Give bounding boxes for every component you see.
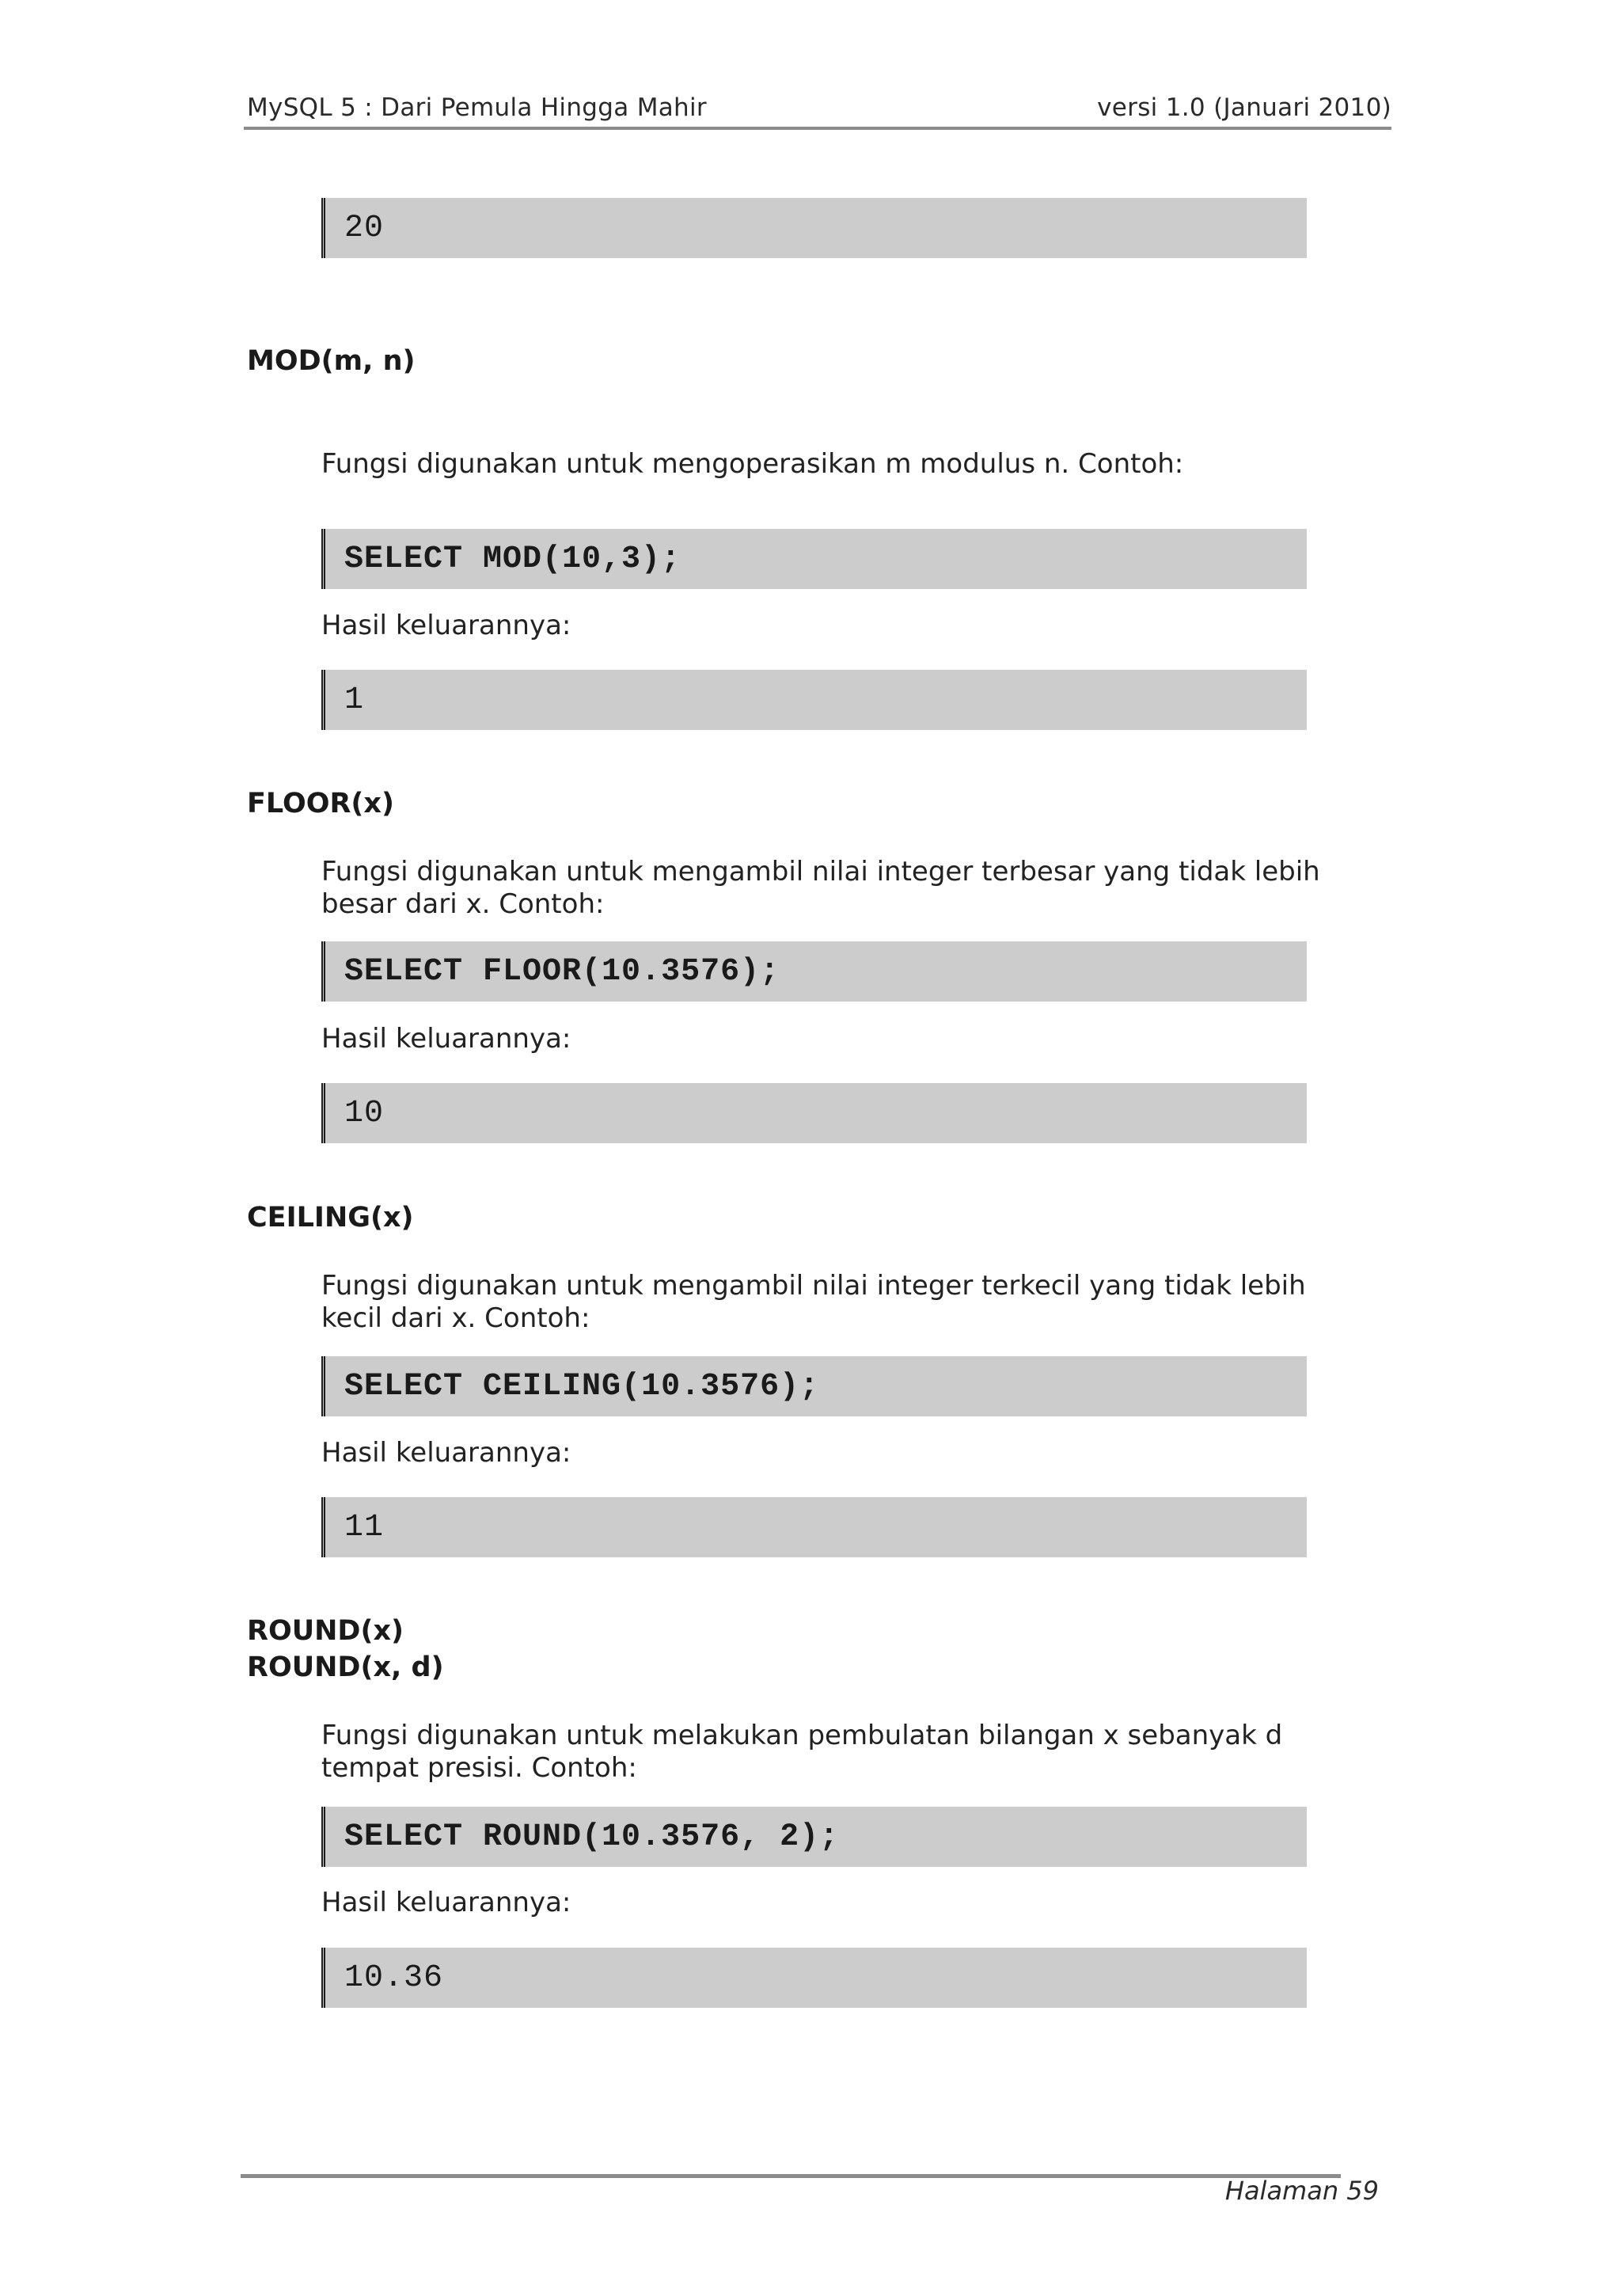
header-title: MySQL 5 : Dari Pemula Hingga Mahir xyxy=(247,93,707,122)
header-version: versi 1.0 (Januari 2010) xyxy=(1097,93,1391,122)
code-block-ceiling: SELECT CEILING(10.3576); xyxy=(321,1356,1307,1416)
paragraph-ceiling-description-2: kecil dari x. Contoh: xyxy=(321,1302,590,1334)
code-block-round: SELECT ROUND(10.3576, 2); xyxy=(321,1807,1307,1867)
paragraph-mod-description: Fungsi digunakan untuk mengoperasikan m modulus n. Contoh: xyxy=(321,448,1184,480)
function-heading-floor: FLOOR(x) xyxy=(247,788,394,819)
paragraph-ceiling-result-label: Hasil keluarannya: xyxy=(321,1437,571,1469)
code-block-round-output: 10.36 xyxy=(321,1948,1307,2008)
code-block-mod-output: 1 xyxy=(321,670,1307,730)
footer-divider xyxy=(241,2174,1341,2178)
function-heading-round: ROUND(x) xyxy=(247,1615,404,1647)
code-block-output: 20 xyxy=(321,198,1307,258)
paragraph-round-result-label: Hasil keluarannya: xyxy=(321,1887,571,1918)
function-heading-round-precision: ROUND(x, d) xyxy=(247,1652,444,1683)
paragraph-round-description-2: tempat presisi. Contoh: xyxy=(321,1752,637,1784)
code-block-mod: SELECT MOD(10,3); xyxy=(321,529,1307,589)
function-heading-ceiling: CEILING(x) xyxy=(247,1202,414,1234)
code-block-ceiling-output: 11 xyxy=(321,1497,1307,1557)
code-block-floor: SELECT FLOOR(10.3576); xyxy=(321,941,1307,1002)
page-number: Halaman 59 xyxy=(1224,2176,1379,2206)
paragraph-floor-result-label: Hasil keluarannya: xyxy=(321,1023,571,1055)
header-divider xyxy=(244,127,1391,130)
paragraph-mod-result-label: Hasil keluarannya: xyxy=(321,610,571,641)
paragraph-ceiling-description-1: Fungsi digunakan untuk mengambil nilai integer terkecil yang tidak lebih xyxy=(321,1270,1306,1302)
paragraph-floor-description-1: Fungsi digunakan untuk mengambil nilai integer terbesar yang tidak lebih xyxy=(321,856,1320,888)
code-block-floor-output: 10 xyxy=(321,1083,1307,1143)
function-heading-mod: MOD(m, n) xyxy=(247,345,416,377)
paragraph-floor-description-2: besar dari x. Contoh: xyxy=(321,888,605,920)
paragraph-round-description-1: Fungsi digunakan untuk melakukan pembulatan bilangan x sebanyak d xyxy=(321,1720,1283,1751)
